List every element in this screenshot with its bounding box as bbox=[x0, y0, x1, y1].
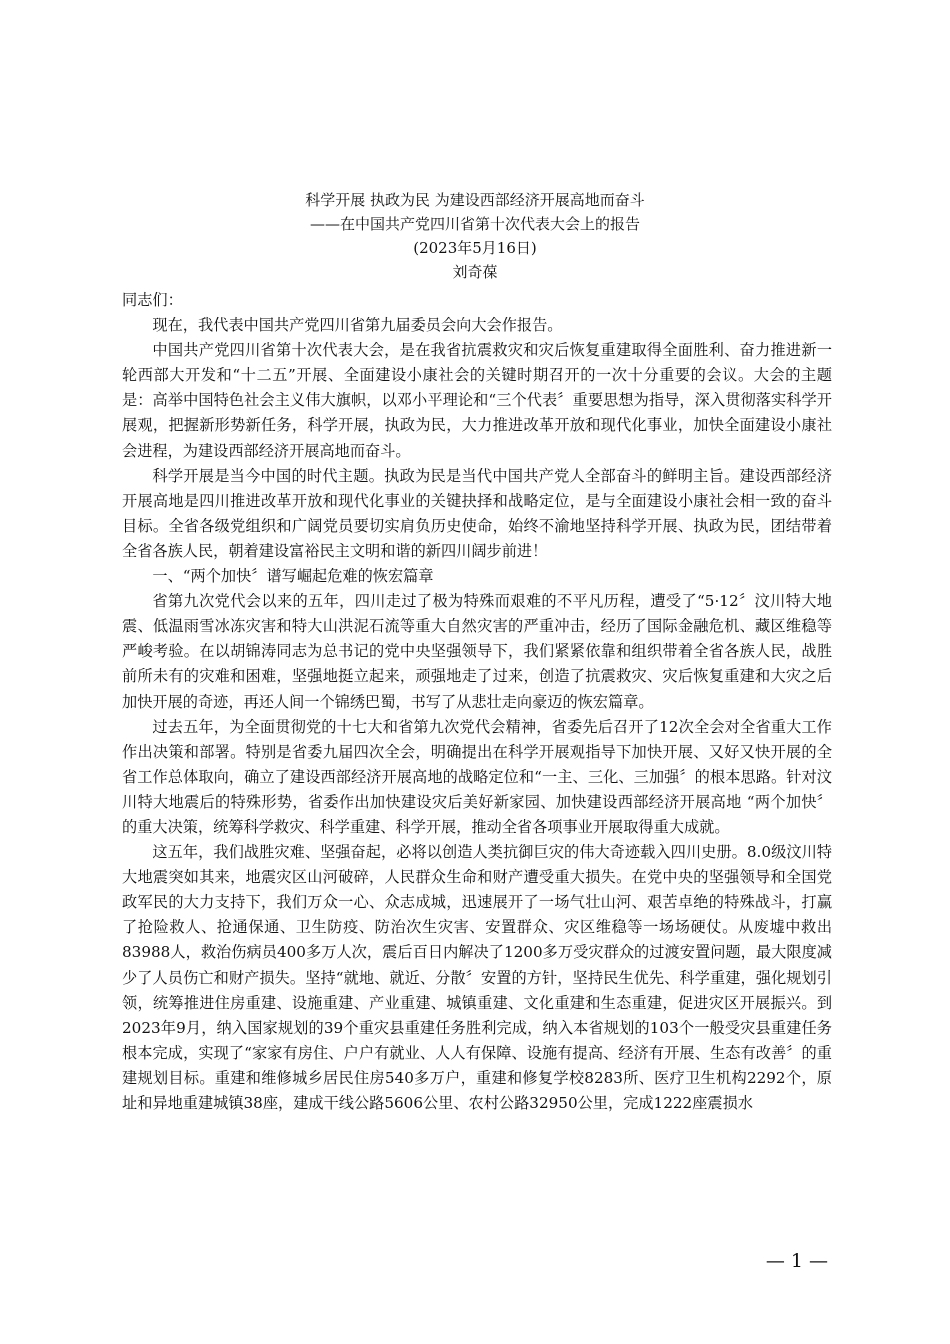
paragraph: 现在，我代表中国共产党四川省第九届委员会向大会作报告。 bbox=[152, 316, 563, 335]
paragraph: 中国共产党四川省第十次代表大会，是在我省抗震救灾和灾后恢复重建取得全面胜利、奋力推进新一轮西部大开发和“十二五”开展、全面建设小康社会的关键时期召开的一次十分重要的会议。大会的主题是：高举中国特色社会主义伟大旗帜，以邓小平理论和“三个代表〞重要思想为指导，深入贯彻落实科学开展观，把握新形势新任务，科学开展，执政为民，大力推进改革开放和现代化事业，加快全面建设小康社会进程，为建设西部经济开展高地而奋斗。 bbox=[122, 341, 832, 460]
document-body bbox=[122, 288, 832, 1116]
paragraph: 这五年，我们战胜灾难、坚强奋起，必将以创造人类抗御巨灾的伟大奇迹载入四川史册。8.0级汶川特大地震突如其来，地震灾区山河破碎，人民群众生命和财产遭受重大损失。在党中央的坚强领导和全国党政军民的大力支持下，我们万众一心、众志成城，迅速展开了一场气壮山河、艰苦卓绝的特殊战斗，打赢了抢险救人、抢通保通、卫生防疫、防治次生灾害、安置群众、灾区维稳等一场场硬仗。从废墟中救出83988人，救治伤病员400多万人次，震后百日内解决了1200多万受灾群众的过渡安置问题，最大限度减少了人员伤亡和财产损失。坚持“就地、就近、分散〞安置的方针，坚持民生优先、科学重建，强化规划引领，统筹推进住房重建、设施重建、产业重建、城镇重建、文化重建和生态重建，促进灾区开展振兴。到2023年9月，纳入国家规划的39个重灾县重建任务胜利完成，纳入本省规划的103个一般受灾县重建任务根本完成，实现了“家家有房住、户户有就业、人人有保障、设施有提高、经济有开展、生态有改善〞的重建规划目标。重建和维修城乡居民住房540多万户，重建和修复学校8283所、医疗卫生机构2292个，原址和异地重建城镇38座，建成干线公路5606公里、农村公路32950公里，完成1222座震损水 bbox=[122, 843, 832, 1112]
salutation: 同志们： bbox=[122, 291, 183, 309]
document-date: (2023年5月16日) bbox=[413, 239, 537, 257]
section-heading: 一、“两个加快〞谱写崛起危难的恢宏篇章 bbox=[152, 567, 434, 586]
document-subtitle: ——在中国共产党四川省第十次代表大会上的报告 bbox=[309, 215, 640, 233]
paragraph: 过去五年，为全面贯彻党的十七大和省第九次党代会精神，省委先后召开了12次全会对全省重大工作作出决策和部署。特别是省委九届四次全会，明确提出在科学开展观指导下加快开展、又好又快开展的全省工作总体取向，确立了建设西部经济开展高地的战略定位和“一主、三化、三加强〞的根本思路。针对汶川特大地震后的特殊形势，省委作出加快建设灾后美好新家园、加快建设西部经济开展高地 “两个加快〞的重大决策，统筹科学救灾、科学重建、科学开展，推动全省各项事业开展取得重大成就。 bbox=[122, 717, 832, 836]
paragraph: 省第九次党代会以来的五年，四川走过了极为特殊而艰难的不平凡历程，遭受了“5·12〞汶川特大地震、低温雨雪冰冻灾害和特大山洪泥石流等重大自然灾害的严重冲击，经历了国际金融危机、藏区维稳等严峻考验。在以胡锦涛同志为总书记的党中央坚强领导下，我们紧紧依靠和组织带着全省各族人民，战胜前所未有的灾难和困难，坚强地挺立起来，顽强地走了过来，创造了抗震救灾、灾后恢复重建和大灾之后加快开展的奇迹，再还人间一个锦绣巴蜀，书写了从悲壮走向豪迈的恢宏篇章。 bbox=[122, 592, 832, 711]
document-author: 刘奇葆 bbox=[452, 263, 498, 281]
paragraph: 科学开展是当今中国的时代主题。执政为民是当代中国共产党人全部奋斗的鲜明主旨。建设西部经济开展高地是四川推进改革开放和现代化事业的关键抉择和战略定位，是与全面建设小康社会相一致的奋斗目标。全省各级党组织和广阔党员要切实肩负历史使命，始终不渝地坚持科学开展、执政为民，团结带着全省各族人民，朝着建设富裕民主文明和谐的新四川阔步前进！ bbox=[122, 466, 832, 560]
page-number: — 1 — bbox=[765, 1250, 828, 1272]
document-title: 科学开展 执政为民 为建设西部经济开展高地而奋斗 bbox=[305, 191, 645, 209]
document-header bbox=[122, 188, 828, 284]
